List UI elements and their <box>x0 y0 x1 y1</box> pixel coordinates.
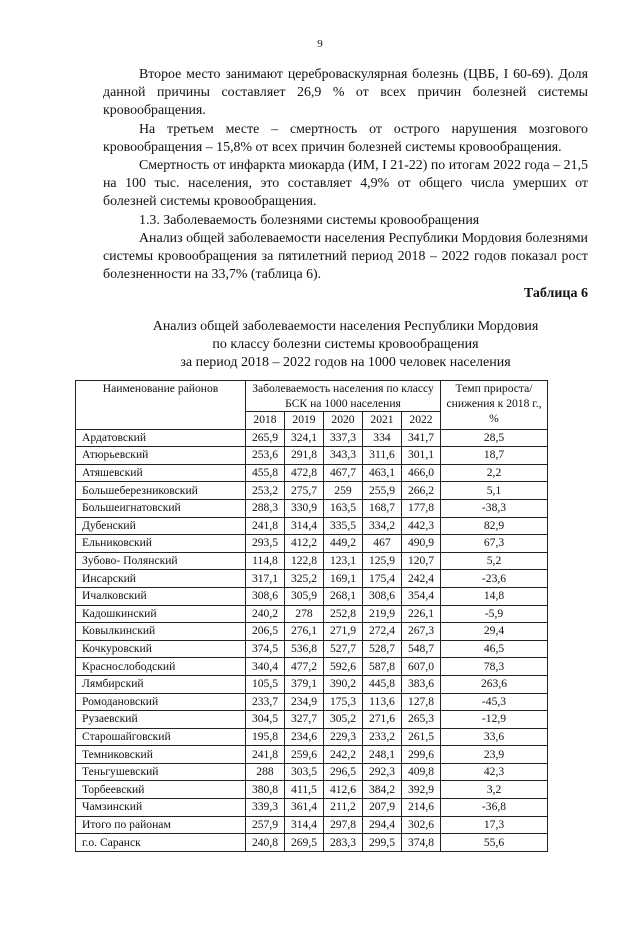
value-cell: 327,7 <box>285 711 324 729</box>
value-cell: 259 <box>324 482 363 500</box>
caption-line: по классу болезни системы кровообращения <box>212 337 479 352</box>
value-cell: 324,1 <box>285 429 324 447</box>
value-cell: 253,6 <box>246 447 285 465</box>
growth-rate-cell: -45,3 <box>441 693 548 711</box>
value-cell: 293,5 <box>246 535 285 553</box>
value-cell: 259,6 <box>285 746 324 764</box>
value-cell: 233,2 <box>363 728 402 746</box>
district-name-cell: Итого по районам <box>76 816 246 834</box>
value-cell: 304,5 <box>246 711 285 729</box>
district-name-cell: Темниковский <box>76 746 246 764</box>
value-cell: 288,3 <box>246 499 285 517</box>
value-cell: 257,9 <box>246 816 285 834</box>
section-heading: 1.3. Заболеваемость болезнями системы кровообращения <box>139 212 480 228</box>
value-cell: 340,4 <box>246 658 285 676</box>
value-cell: 374,5 <box>246 640 285 658</box>
value-cell: 528,7 <box>363 640 402 658</box>
value-cell: 123,1 <box>324 552 363 570</box>
value-cell: 297,8 <box>324 816 363 834</box>
value-cell: 122,8 <box>285 552 324 570</box>
value-cell: 248,1 <box>363 746 402 764</box>
value-cell: 229,3 <box>324 728 363 746</box>
value-cell: 330,9 <box>285 499 324 517</box>
caption-line: за период 2018 – 2022 годов на 1000 человек населения <box>180 355 511 370</box>
growth-rate-cell: 42,3 <box>441 763 548 781</box>
value-cell: 265,3 <box>402 711 441 729</box>
table-row <box>76 711 548 729</box>
value-cell: 380,8 <box>246 781 285 799</box>
value-cell: 169,1 <box>324 570 363 588</box>
value-cell: 214,6 <box>402 799 441 817</box>
value-cell: 308,6 <box>246 587 285 605</box>
growth-rate-cell: 5,1 <box>441 482 548 500</box>
value-cell: 275,7 <box>285 482 324 500</box>
growth-rate-cell: 82,9 <box>441 517 548 535</box>
table-row <box>76 640 548 658</box>
value-cell: 299,6 <box>402 746 441 764</box>
table-label: Таблица 6 <box>523 286 588 301</box>
value-cell: 384,2 <box>363 781 402 799</box>
value-cell: 339,3 <box>246 799 285 817</box>
table-row <box>76 482 548 500</box>
value-cell: 587,8 <box>363 658 402 676</box>
value-cell: 311,6 <box>363 447 402 465</box>
table-caption <box>103 318 588 372</box>
growth-rate-cell: 23,9 <box>441 746 548 764</box>
value-cell: 301,1 <box>402 447 441 465</box>
value-cell: 120,7 <box>402 552 441 570</box>
value-cell: 455,8 <box>246 464 285 482</box>
table-row <box>76 570 548 588</box>
growth-rate-cell: 67,3 <box>441 535 548 553</box>
value-cell: 341,7 <box>402 429 441 447</box>
value-cell: 379,1 <box>285 675 324 693</box>
value-cell: 466,0 <box>402 464 441 482</box>
page-number: 9 <box>317 38 323 50</box>
value-cell: 269,5 <box>285 834 324 852</box>
district-name-cell: Чамзинский <box>76 799 246 817</box>
value-cell: 409,8 <box>402 763 441 781</box>
value-cell: 317,1 <box>246 570 285 588</box>
value-cell: 266,2 <box>402 482 441 500</box>
table-row <box>76 693 548 711</box>
district-name-cell: Ельниковский <box>76 535 246 553</box>
growth-rate-cell: 33,6 <box>441 728 548 746</box>
value-cell: 314,4 <box>285 517 324 535</box>
header-year: 2018 <box>246 412 285 430</box>
value-cell: 219,9 <box>363 605 402 623</box>
value-cell: 226,1 <box>402 605 441 623</box>
table-row <box>76 834 548 852</box>
value-cell: 242,4 <box>402 570 441 588</box>
value-cell: 242,2 <box>324 746 363 764</box>
morbidity-table <box>75 380 548 852</box>
growth-rate-cell: 29,4 <box>441 623 548 641</box>
paragraph-mi: Смертность от инфаркта миокарда (ИМ, I 21-22) по итогам 2022 года – 21,5 на 100 тыс. населения, это составляет 4,9% от общего числа умерших от болезней системы кровообращения. <box>103 158 588 210</box>
table-row <box>76 464 548 482</box>
value-cell: 294,4 <box>363 816 402 834</box>
table-row <box>76 763 548 781</box>
table-row <box>76 587 548 605</box>
value-cell: 325,2 <box>285 570 324 588</box>
caption-line: Анализ общей заболеваемости населения Республики Мордовия <box>152 319 539 334</box>
value-cell: 114,8 <box>246 552 285 570</box>
value-cell: 207,9 <box>363 799 402 817</box>
district-name-cell: Зубово- Полянский <box>76 552 246 570</box>
value-cell: 292,3 <box>363 763 402 781</box>
value-cell: 175,3 <box>324 693 363 711</box>
growth-rate-cell: 28,5 <box>441 429 548 447</box>
value-cell: 211,2 <box>324 799 363 817</box>
growth-rate-cell: -36,8 <box>441 799 548 817</box>
district-name-cell: Большеберезниковский <box>76 482 246 500</box>
header-year: 2019 <box>285 412 324 430</box>
district-name-cell: Ичалковский <box>76 587 246 605</box>
district-name-cell: Атяшевский <box>76 464 246 482</box>
value-cell: 449,2 <box>324 535 363 553</box>
value-cell: 335,5 <box>324 517 363 535</box>
table-body <box>76 429 548 851</box>
district-name-cell: Большеигнатовский <box>76 499 246 517</box>
value-cell: 334,2 <box>363 517 402 535</box>
value-cell: 261,5 <box>402 728 441 746</box>
district-name-cell: Краснослободский <box>76 658 246 676</box>
district-name-cell: Атюрьевский <box>76 447 246 465</box>
table-row <box>76 447 548 465</box>
value-cell: 354,4 <box>402 587 441 605</box>
value-cell: 383,6 <box>402 675 441 693</box>
growth-rate-cell: 78,3 <box>441 658 548 676</box>
growth-rate-cell: 18,7 <box>441 447 548 465</box>
value-cell: 127,8 <box>402 693 441 711</box>
value-cell: 467,7 <box>324 464 363 482</box>
value-cell: 234,6 <box>285 728 324 746</box>
value-cell: 536,8 <box>285 640 324 658</box>
value-cell: 240,2 <box>246 605 285 623</box>
value-cell: 271,6 <box>363 711 402 729</box>
district-name-cell: Инсарский <box>76 570 246 588</box>
value-cell: 303,5 <box>285 763 324 781</box>
value-cell: 392,9 <box>402 781 441 799</box>
table-row <box>76 781 548 799</box>
district-name-cell: Лямбирский <box>76 675 246 693</box>
body-text <box>103 66 588 284</box>
value-cell: 278 <box>285 605 324 623</box>
district-name-cell: Ромодановский <box>76 693 246 711</box>
table-row <box>76 429 548 447</box>
value-cell: 477,2 <box>285 658 324 676</box>
value-cell: 113,6 <box>363 693 402 711</box>
value-cell: 255,9 <box>363 482 402 500</box>
value-cell: 302,6 <box>402 816 441 834</box>
table-row <box>76 499 548 517</box>
district-name-cell: Старошайговский <box>76 728 246 746</box>
paragraph-analysis: Анализ общей заболеваемости населения Республики Мордовия болезнями системы кровообращения за пятилетний период 2018 – 2022 годов показал рост болезненности на 33,7% (таблица 6). <box>103 230 588 283</box>
value-cell: 308,6 <box>363 587 402 605</box>
growth-rate-cell: 5,2 <box>441 552 548 570</box>
value-cell: 268,1 <box>324 587 363 605</box>
value-cell: 267,3 <box>402 623 441 641</box>
value-cell: 374,8 <box>402 834 441 852</box>
value-cell: 291,8 <box>285 447 324 465</box>
header-year: 2020 <box>324 412 363 430</box>
value-cell: 305,2 <box>324 711 363 729</box>
district-name-cell: Теньгушевский <box>76 763 246 781</box>
value-cell: 233,7 <box>246 693 285 711</box>
growth-rate-cell: 14,8 <box>441 587 548 605</box>
value-cell: 272,4 <box>363 623 402 641</box>
header-growth-rate: Темп прироста/снижения к 2018 г., % <box>441 381 548 430</box>
value-cell: 463,1 <box>363 464 402 482</box>
value-cell: 271,9 <box>324 623 363 641</box>
value-cell: 334 <box>363 429 402 447</box>
growth-rate-cell: 46,5 <box>441 640 548 658</box>
value-cell: 125,9 <box>363 552 402 570</box>
value-cell: 592,6 <box>324 658 363 676</box>
value-cell: 177,8 <box>402 499 441 517</box>
value-cell: 241,8 <box>246 746 285 764</box>
table-row <box>76 658 548 676</box>
value-cell: 337,3 <box>324 429 363 447</box>
value-cell: 296,5 <box>324 763 363 781</box>
value-cell: 168,7 <box>363 499 402 517</box>
value-cell: 548,7 <box>402 640 441 658</box>
value-cell: 265,9 <box>246 429 285 447</box>
growth-rate-cell: -5,9 <box>441 605 548 623</box>
value-cell: 241,8 <box>246 517 285 535</box>
value-cell: 288 <box>246 763 285 781</box>
value-cell: 253,2 <box>246 482 285 500</box>
value-cell: 361,4 <box>285 799 324 817</box>
table-row <box>76 746 548 764</box>
district-name-cell: Кадошкинский <box>76 605 246 623</box>
value-cell: 527,7 <box>324 640 363 658</box>
district-name-cell: Торбеевский <box>76 781 246 799</box>
table-row <box>76 517 548 535</box>
district-name-cell: Рузаевский <box>76 711 246 729</box>
value-cell: 234,9 <box>285 693 324 711</box>
growth-rate-cell: 55,6 <box>441 834 548 852</box>
value-cell: 105,5 <box>246 675 285 693</box>
growth-rate-cell: -12,9 <box>441 711 548 729</box>
header-morbidity-group: Заболеваемость населения по классу БСК на 1000 населения <box>246 381 441 412</box>
district-name-cell: Ардатовский <box>76 429 246 447</box>
table-row <box>76 816 548 834</box>
district-name-cell: Дубенский <box>76 517 246 535</box>
paragraph-cvd: Второе место занимают цереброваскулярная болезнь (ЦВБ, I 60-69). Доля данной причины составляет 26,9 % от всех причин болезней системы кровообращения. <box>103 67 588 119</box>
value-cell: 390,2 <box>324 675 363 693</box>
value-cell: 195,8 <box>246 728 285 746</box>
value-cell: 240,8 <box>246 834 285 852</box>
growth-rate-cell: 17,3 <box>441 816 548 834</box>
growth-rate-cell: 2,2 <box>441 464 548 482</box>
growth-rate-cell: -38,3 <box>441 499 548 517</box>
header-year: 2022 <box>402 412 441 430</box>
header-district-name: Наименование районов <box>76 381 246 430</box>
district-name-cell: г.о. Саранск <box>76 834 246 852</box>
district-name-cell: Кочкуровский <box>76 640 246 658</box>
value-cell: 490,9 <box>402 535 441 553</box>
value-cell: 299,5 <box>363 834 402 852</box>
value-cell: 163,5 <box>324 499 363 517</box>
value-cell: 206,5 <box>246 623 285 641</box>
value-cell: 252,8 <box>324 605 363 623</box>
district-name-cell: Ковылкинский <box>76 623 246 641</box>
growth-rate-cell: 3,2 <box>441 781 548 799</box>
table-row <box>76 552 548 570</box>
header-year: 2021 <box>363 412 402 430</box>
value-cell: 467 <box>363 535 402 553</box>
table-row <box>76 623 548 641</box>
value-cell: 411,5 <box>285 781 324 799</box>
paragraph-stroke: На третьем месте – смертность от острого нарушения мозгового кровообращения – 15,8% от всех причин болезней системы кровообращения. <box>103 121 588 155</box>
table-row <box>76 799 548 817</box>
value-cell: 412,2 <box>285 535 324 553</box>
growth-rate-cell: 263,6 <box>441 675 548 693</box>
value-cell: 305,9 <box>285 587 324 605</box>
value-cell: 175,4 <box>363 570 402 588</box>
table-row <box>76 535 548 553</box>
value-cell: 472,8 <box>285 464 324 482</box>
value-cell: 283,3 <box>324 834 363 852</box>
value-cell: 412,6 <box>324 781 363 799</box>
value-cell: 343,3 <box>324 447 363 465</box>
growth-rate-cell: -23,6 <box>441 570 548 588</box>
value-cell: 314,4 <box>285 816 324 834</box>
table-row <box>76 605 548 623</box>
value-cell: 276,1 <box>285 623 324 641</box>
value-cell: 607,0 <box>402 658 441 676</box>
value-cell: 442,3 <box>402 517 441 535</box>
table-row <box>76 675 548 693</box>
table-row <box>76 728 548 746</box>
value-cell: 445,8 <box>363 675 402 693</box>
